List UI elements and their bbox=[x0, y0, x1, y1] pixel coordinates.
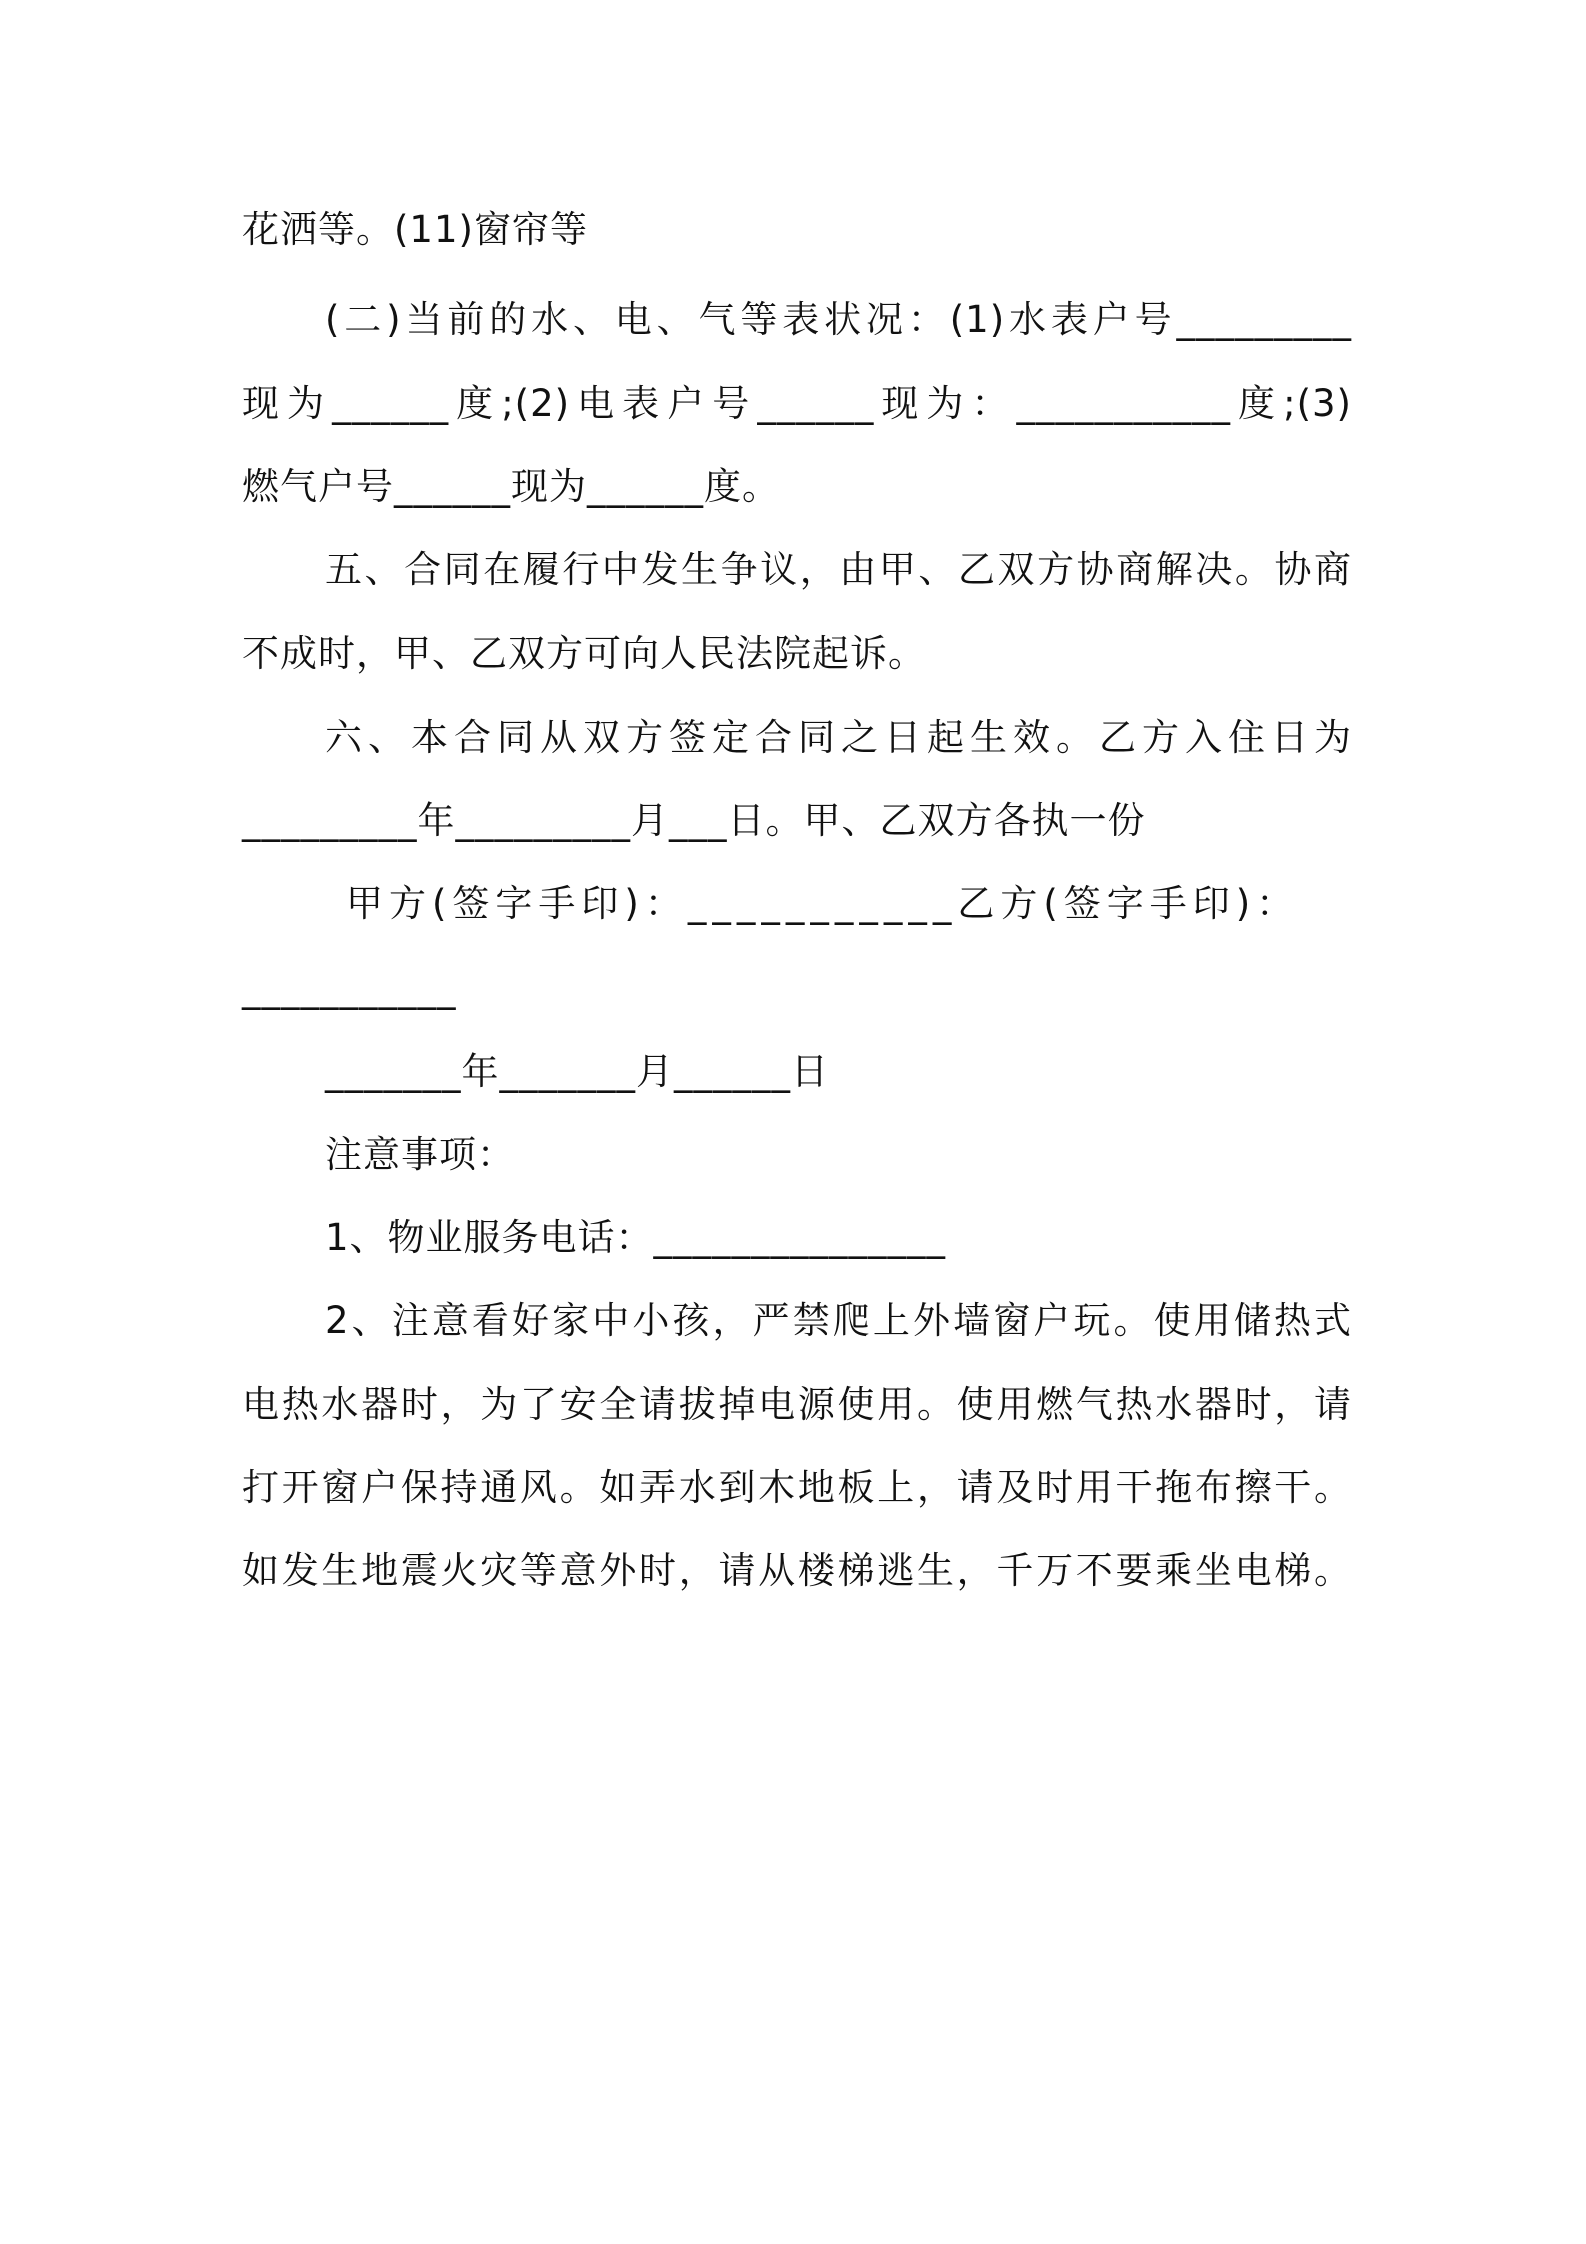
text-line-safety-note-4: 如发生地震火灾等意外时，请从楼梯逃生，千万不要乘坐电梯。 bbox=[242, 1549, 1352, 1592]
text-line-sign-date: _______年_______月______日 bbox=[325, 1050, 829, 1093]
text-line-meters-heading: (二)当前的水、电、气等表状况：(1)水表户号_________ bbox=[325, 298, 1352, 341]
text-line-safety-note-2: 电热水器时，为了安全请拔掉电源使用。使用燃气热水器时，请 bbox=[242, 1383, 1352, 1426]
text-line-signature-blank: ___________ bbox=[242, 967, 457, 1010]
text-line-signatures: 甲方(签字手印)：___________乙方(签字手印)： bbox=[346, 882, 1300, 925]
text-line-effective-clause: 六、本合同从双方签定合同之日起生效。乙方入住日为 bbox=[325, 716, 1352, 759]
notes-heading: 注意事项： bbox=[325, 1133, 515, 1176]
text-line-appliances: 花洒等。(11)窗帘等 bbox=[242, 208, 588, 251]
text-line-safety-note: 2、注意看好家中小孩，严禁爬上外墙窗户玩。使用储热式 bbox=[325, 1299, 1352, 1342]
text-line-dispute-clause-cont: 不成时，甲、乙双方可向人民法院起诉。 bbox=[242, 632, 926, 675]
text-line-service-phone: 1、物业服务电话：_______________ bbox=[325, 1216, 947, 1259]
text-line-dispute-clause: 五、合同在履行中发生争议，由甲、乙双方协商解决。协商 bbox=[325, 548, 1352, 591]
text-line-gas-meter: 燃气户号______现为______度。 bbox=[242, 465, 780, 508]
text-line-move-in-date: _________年_________月___日。甲、乙双方各执一份 bbox=[242, 799, 1146, 842]
text-line-electric-meter: 现为______度;(2)电表户号______现为：___________度;(3) bbox=[242, 382, 1352, 425]
text-line-safety-note-3: 打开窗户保持通风。如弄水到木地板上，请及时用干拖布擦干。 bbox=[242, 1466, 1352, 1509]
